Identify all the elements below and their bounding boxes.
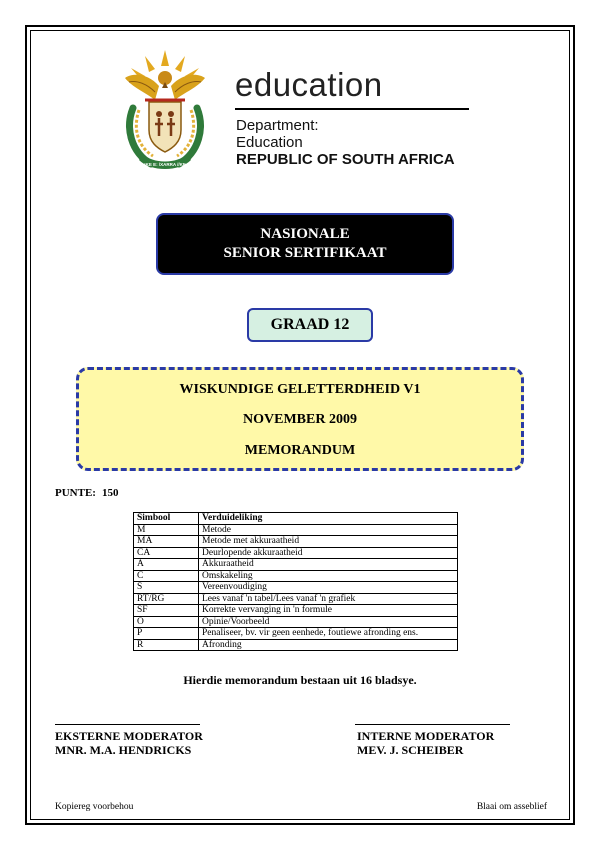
symbol-cell: S: [134, 582, 199, 594]
symbol-legend-table: [133, 512, 458, 651]
table-row: [134, 605, 458, 617]
table-row: [134, 524, 458, 536]
table-row: [134, 639, 458, 651]
certificate-title-box: [156, 213, 454, 275]
table-row: [134, 593, 458, 605]
exam-date: NOVEMBER 2009: [243, 412, 357, 427]
symbol-cell: MA: [134, 536, 199, 548]
table-row: [134, 559, 458, 571]
grade-badge: GRAAD 12: [247, 308, 373, 342]
explanation-cell: Korrekte vervanging in 'n formule: [199, 605, 458, 617]
explanation-cell: Vereenvoudiging: [199, 582, 458, 594]
explanation-cell: Akkuraatheid: [199, 559, 458, 571]
external-signature-line: [55, 724, 200, 725]
symbol-cell: A: [134, 559, 199, 571]
marks-total: [55, 487, 118, 499]
symbol-cell: RT/RG: [134, 593, 199, 605]
department-label: Department:: [236, 117, 319, 134]
coat-of-arms-icon: [115, 48, 215, 178]
explanation-cell: Deurlopende akkuraatheid: [199, 547, 458, 559]
symbol-cell: P: [134, 628, 199, 640]
symbol-cell: M: [134, 524, 199, 536]
internal-signature-line: [355, 724, 510, 725]
subject-title: WISKUNDIGE GELETTERDHEID V1: [179, 382, 421, 397]
country-name: REPUBLIC OF SOUTH AFRICA: [236, 151, 455, 168]
table-row: [134, 536, 458, 548]
table-header-row: [134, 513, 458, 525]
document-type: MEMORANDUM: [244, 443, 356, 458]
certificate-title-line2: SENIOR SERTIFIKAAT: [223, 245, 387, 261]
table-row: [134, 616, 458, 628]
external-moderator-title: EKSTERNE MODERATOR: [55, 729, 203, 743]
certificate-title-line1: NASIONALE: [260, 226, 350, 242]
table-row: [134, 547, 458, 559]
explanation-cell: Afronding: [199, 639, 458, 651]
explanation-cell: Metode met akkuraatheid: [199, 536, 458, 548]
internal-moderator-name: MEV. J. SCHEIBER: [357, 743, 464, 757]
subject-box: [76, 367, 524, 471]
copyright-notice: Kopiereg voorbehou: [55, 802, 134, 812]
symbol-cell: R: [134, 639, 199, 651]
marks-value: 150: [101, 487, 119, 499]
external-moderator-name: MNR. M.A. HENDRICKS: [55, 743, 192, 757]
internal-moderator-title: INTERNE MODERATOR: [357, 729, 495, 743]
marks-label: PUNTE:: [55, 487, 96, 499]
brand-wordmark: education: [235, 66, 383, 103]
symbol-cell: O: [134, 616, 199, 628]
explanation-cell: Penaliseer, bv. vir geen eenhede, foutiewe afronding ens.: [199, 628, 458, 640]
explanation-cell: Omskakeling: [199, 570, 458, 582]
explanation-cell: Lees vanaf 'n tabel/Lees vanaf 'n grafiek: [199, 593, 458, 605]
explanation-cell: Opinie/Voorbeeld: [199, 616, 458, 628]
symbol-cell: SF: [134, 605, 199, 617]
page-count-note: Hierdie memorandum bestaan uit 16 bladsye.: [183, 673, 417, 687]
table-row: [134, 628, 458, 640]
svg-text:!KE E: /XARRA //KE: !KE E: /XARRA //KE: [144, 162, 186, 167]
table-row: [134, 570, 458, 582]
brand-underline: [235, 108, 469, 110]
department-name: Education: [236, 134, 303, 151]
column-header-symbol: Simbool: [134, 513, 199, 525]
symbol-cell: C: [134, 570, 199, 582]
symbol-cell: CA: [134, 547, 199, 559]
table-row: [134, 582, 458, 594]
explanation-cell: Metode: [199, 524, 458, 536]
turn-page-notice: Blaai om asseblief: [476, 802, 547, 812]
column-header-explanation: Verduideliking: [199, 513, 458, 525]
